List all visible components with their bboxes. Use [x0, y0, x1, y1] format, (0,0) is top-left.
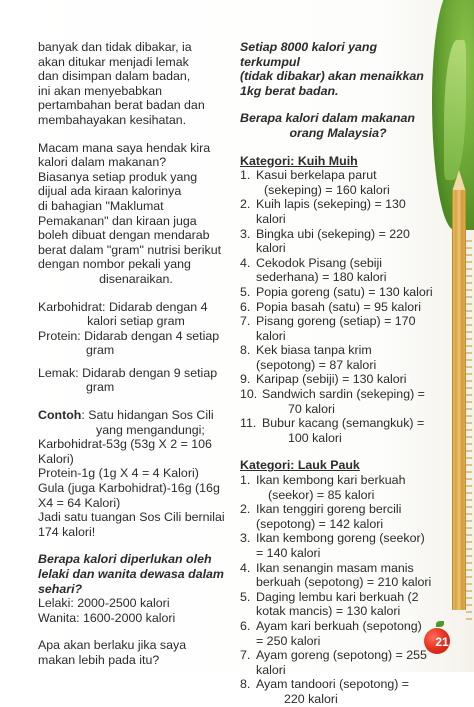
- list-item: 8. Ayam tandoori (sepotong) = 220 kalori: [240, 677, 410, 706]
- weight-gain-note: [240, 40, 436, 98]
- text-line: pertambahan berat badan dan: [38, 98, 205, 113]
- fat-multiplier: [38, 366, 234, 395]
- list-item: 8. Kek biasa tanpa krim (sepotong) = 87 kalori: [240, 343, 377, 372]
- text-line: kalori setiap gram: [87, 314, 185, 329]
- text-line: dijual ada kiraan kalorinya: [38, 184, 182, 199]
- text-line: Apa akan berlaku jika saya: [38, 638, 187, 653]
- text-line: Gula (juga Karbohidrat)-16g (16g: [38, 481, 220, 496]
- malaysian-food-question: [240, 111, 436, 140]
- text-line: akan ditukar menjadi lemak: [38, 54, 189, 69]
- list-item: 1. Kasui berkelapa parut (sekeping) = 160 kalori: [240, 168, 390, 197]
- list-item: 5. Daging lembu kari berkuah (2 kotak mancis) = 130 kalori: [240, 589, 419, 619]
- text-line: di bahagian "Maklumat: [38, 198, 164, 213]
- list-item: 9. Karipap (sebiji) = 130 kalori: [240, 372, 407, 387]
- text-line: Protein: Didarab dengan 4 setiap: [38, 328, 220, 343]
- text-line: 174 kalori!: [38, 524, 96, 539]
- women-calories: Wanita: 1600-2000 kalori: [38, 610, 176, 625]
- list-item: 10. Sandwich sardin (sekeping) = 70 kalori: [240, 387, 425, 416]
- text-line: berat dalam "gram" nutrisi berikut: [38, 242, 222, 257]
- right-column: [240, 40, 436, 707]
- apple-leaf-icon: [436, 621, 444, 627]
- text-line: makan lebih pada itu?: [38, 652, 160, 667]
- list-item: 3. Ikan kembong goreng (seekor) = 140 kalori: [240, 531, 425, 560]
- text-line: X4 = 64 Kalori): [38, 495, 121, 510]
- men-calories: Lelaki: 2000-2500 kalori: [38, 596, 170, 611]
- text-line: Berapa kalori dalam makanan: [240, 111, 415, 126]
- text-line: Berapa kalori diperlukan oleh: [38, 552, 212, 567]
- text-line: ini akan menyebabkan: [38, 83, 162, 98]
- pencil-tip-decoration: [452, 170, 466, 192]
- lauk-pauk-list: [240, 473, 436, 707]
- pencil-decoration: [452, 190, 466, 610]
- protein-multiplier: [38, 329, 234, 358]
- carbohydrate-multiplier: [38, 300, 234, 329]
- example-block: [38, 408, 234, 539]
- text-line: Lemak: Didarab dengan 9 setiap: [38, 365, 218, 380]
- text-line: Macam mana saya hendak kira: [38, 140, 211, 155]
- category-heading-lauk-pauk: Kategori: Lauk Pauk: [240, 458, 360, 473]
- example-label: Contoh: [38, 408, 82, 423]
- text-line: dan disimpan dalam badan,: [38, 69, 191, 84]
- text-line: Biasanya setiap produk yang: [38, 169, 198, 184]
- text-line: gram: [86, 380, 115, 395]
- text-line: Protein-1g (1g X 4 = 4 Kalori): [38, 466, 199, 481]
- text-line: boleh dibuat dengan mendarab: [38, 228, 210, 243]
- text-line: kalori dalam makanan?: [38, 155, 167, 170]
- text-line: disenaraikan.: [99, 271, 173, 286]
- list-item: 3. Bingka ubi (sekeping) = 220 kalori: [240, 226, 410, 256]
- text-line: gram: [86, 343, 115, 358]
- text-line: (tidak dibakar) akan menaikkan: [240, 69, 424, 84]
- list-item: 7. Ayam goreng (sepotong) = 255 kalori: [240, 648, 427, 677]
- list-item: 7. Pisang goreng (setiap) = 170 kalori: [240, 314, 416, 343]
- text-line: Contoh: Satu hidangan Sos Cili: [38, 408, 214, 423]
- dotted-line-decoration: [466, 240, 472, 620]
- list-item: 6. Ayam kari berkuah (sepotong) = 250 kalori: [240, 618, 422, 648]
- decorative-pencil-border: [438, 0, 474, 672]
- left-column: [38, 40, 234, 668]
- text-line: 1kg berat badan.: [240, 83, 339, 98]
- list-item: 2. Ikan tenggiri goreng bercili (sepotong) = 142 kalori: [240, 502, 402, 531]
- text-line: Jadi satu tuangan Sos Cili bernilai: [38, 510, 225, 525]
- text-line: Setiap 8000 kalori yang terkumpul: [240, 40, 378, 69]
- list-item: 4. Cekodok Pisang (sebiji sederhana) = 180 kalori: [240, 255, 387, 285]
- list-item: 2. Kuih lapis (sekeping) = 130 kalori: [240, 197, 406, 226]
- text-line: orang Malaysia?: [289, 125, 387, 140]
- text-line: dengan nombor pekali yang: [38, 257, 191, 272]
- list-item: 6. Popia basah (satu) = 95 kalori: [240, 299, 421, 314]
- list-item: 11. Bubur kacang (semangkuk) = 100 kalori: [240, 416, 425, 445]
- text-line: Pemakanan" dan kiraan juga: [38, 213, 197, 228]
- text-line: lelaki dan wanita dewasa dalam: [38, 567, 224, 581]
- text-line: sehari?: [38, 581, 83, 596]
- text-line: yang mengandungi;: [96, 422, 205, 437]
- intro-paragraph: [38, 40, 234, 128]
- text-line: banyak dan tidak dibakar, ia: [38, 40, 192, 54]
- text-line: Kalori): [38, 451, 74, 466]
- list-item: 5. Popia goreng (satu) = 130 kalori: [240, 284, 433, 299]
- page-number: 21: [435, 635, 449, 649]
- closing-question: [38, 638, 234, 667]
- kuih-muih-list: [240, 168, 436, 445]
- calorie-counting-paragraph: [38, 141, 234, 287]
- list-item: 1. Ikan kembong kari berkuah (seekor) = 85 kalori: [240, 473, 406, 502]
- text-line: Karbohidrat-53g (53g X 2 = 106: [38, 437, 212, 452]
- text-line: membahayakan kesihatan.: [38, 112, 187, 127]
- daily-calorie-question: [38, 552, 234, 625]
- list-item: 4. Ikan senangin masam manis berkuah (sepotong) = 210 kalori: [240, 560, 432, 590]
- category-heading-kuih-muih: Kategori: Kuih Muih: [240, 153, 358, 168]
- text-line: Karbohidrat: Didarab dengan 4: [38, 299, 208, 314]
